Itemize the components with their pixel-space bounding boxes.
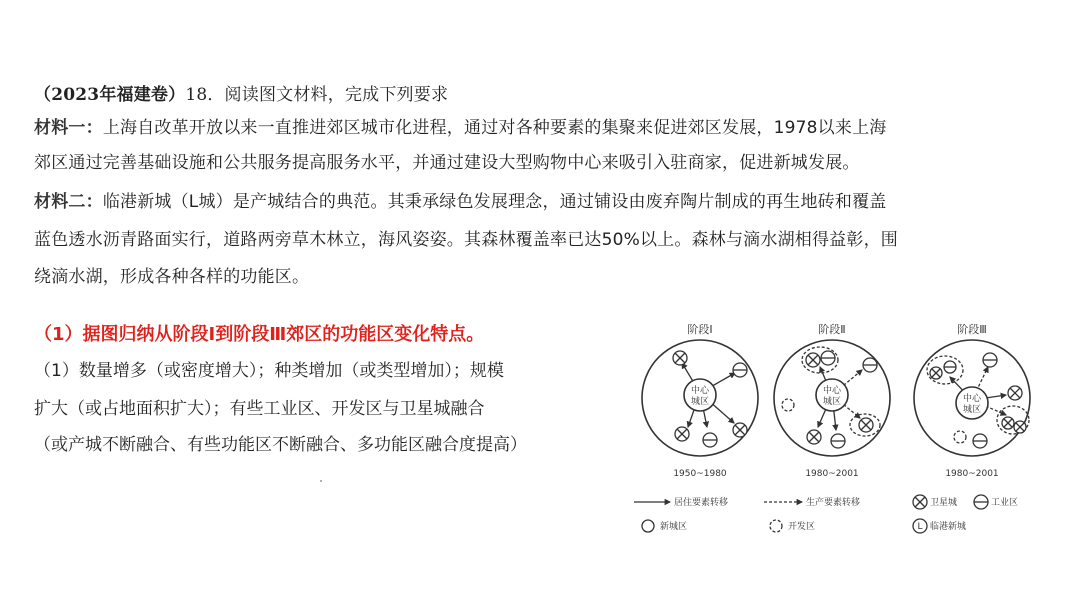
legend-industrial-zone: 工业区: [991, 498, 1019, 508]
satellite-city-icon: [930, 367, 942, 379]
stage-1-period: 1950~1980: [673, 469, 727, 479]
stage-2-center-line1: 中心: [822, 386, 842, 396]
material2-line1: [34, 191, 886, 213]
material1-label: 材料一：: [34, 118, 103, 138]
stage-3-center-line1: 中心: [962, 394, 982, 404]
exam-source: （2023年福建卷）: [34, 85, 186, 105]
stage-1-center-line1: 中心: [690, 386, 710, 396]
satellite-city-icon: [1002, 417, 1014, 429]
stage-2: [774, 323, 890, 479]
industrial-zone-icon: [821, 351, 835, 365]
satellite-city-icon: [807, 430, 821, 444]
legend-residential-flow: 居住要素转移: [674, 498, 729, 508]
stage-1: [642, 323, 758, 479]
stage-1-title: 阶段Ⅰ: [687, 323, 713, 336]
material1-text1: 上海自改革开放以来一直推进郊区城市化进程，通过对各种要素的集聚来促进郊区发展，1978以来上海: [102, 118, 887, 138]
stage-2-title: 阶段Ⅱ: [818, 323, 846, 336]
legend: [634, 495, 1018, 533]
industrial-zone-icon: [863, 358, 877, 372]
stage-diagram: [630, 315, 1050, 545]
question-header: [34, 84, 448, 106]
question-number: 18．阅读图文材料，完成下列要求: [185, 85, 449, 105]
material2-line2: 蓝色透水沥青路面实行，道路两旁草木林立，海风姿姿。其森林覆盖率已达50%以上。森林与滴水湖相得益彰，围: [34, 230, 898, 250]
legend-new-district: 新城区: [660, 522, 688, 532]
industrial-zone-legend-icon: [974, 495, 988, 509]
material1-line2: 郊区通过完善基础设施和公共服务提高服务水平，并通过建设大型购物中心来吸引入驻商家，促进新城发展。: [34, 153, 860, 173]
satellite-city-icon: [859, 418, 873, 432]
answer-line1: （1）数量增多（或密度增大）；种类增加（或类型增加）；规模: [34, 361, 504, 381]
satellite-city-icon: [673, 351, 687, 365]
legend-production-flow: 生产要素转移: [806, 498, 861, 508]
industrial-zone-icon: [983, 353, 997, 367]
answer-line2: 扩大（或占地面积扩大）；有些工业区、开发区与卫星城融合: [34, 399, 485, 419]
lingang-symbol: L: [917, 522, 923, 532]
satellite-city-legend-icon: [913, 495, 927, 509]
legend-satellite-city: 卫星城: [930, 498, 958, 508]
material2-line3: 绕滴水湖，形成各种各样的功能区。: [34, 267, 310, 287]
stage-2-period: 1980~2001: [805, 469, 859, 479]
industrial-zone-icon: [973, 434, 987, 448]
legend-development-zone: 开发区: [788, 522, 816, 532]
material2-text1: 临港新城（L城）是产城结合的典范。其秉承绿色发展理念，通过铺设由废弃陶片制成的再生地砖和覆盖: [102, 192, 887, 212]
stage-1-center-line2: 城区: [690, 397, 710, 407]
stage-2-center-line2: 城区: [822, 397, 842, 407]
question-prompt: （1）据图归纳从阶段Ⅰ到阶段Ⅲ郊区的功能区变化特点。: [34, 324, 485, 345]
satellite-city-icon: [733, 423, 747, 437]
stray-dot: [320, 480, 322, 482]
satellite-city-icon: [675, 427, 689, 441]
stage-3-period: 1980~2001: [945, 469, 999, 479]
new-district-legend-icon: [642, 520, 654, 532]
material1-line1: [34, 117, 886, 139]
legend-lingang: 临港新城: [930, 522, 967, 532]
stage-3-center-line2: 城区: [962, 405, 982, 415]
satellite-city-icon: [1014, 421, 1026, 433]
material2-label: 材料二：: [34, 192, 103, 212]
satellite-city-icon: [1008, 386, 1022, 400]
industrial-zone-icon: [831, 434, 845, 448]
industrial-zone-icon: [944, 361, 956, 373]
stage-3-title: 阶段Ⅲ: [957, 323, 987, 336]
answer-line3: （或产城不断融合、有些功能区不断融合、多功能区融合度提高）: [34, 435, 527, 455]
development-zone-legend-icon: [770, 520, 782, 532]
satellite-city-icon: [806, 353, 820, 367]
industrial-zone-icon: [733, 363, 747, 377]
stage-3: [914, 323, 1030, 479]
industrial-zone-icon: [703, 433, 717, 447]
